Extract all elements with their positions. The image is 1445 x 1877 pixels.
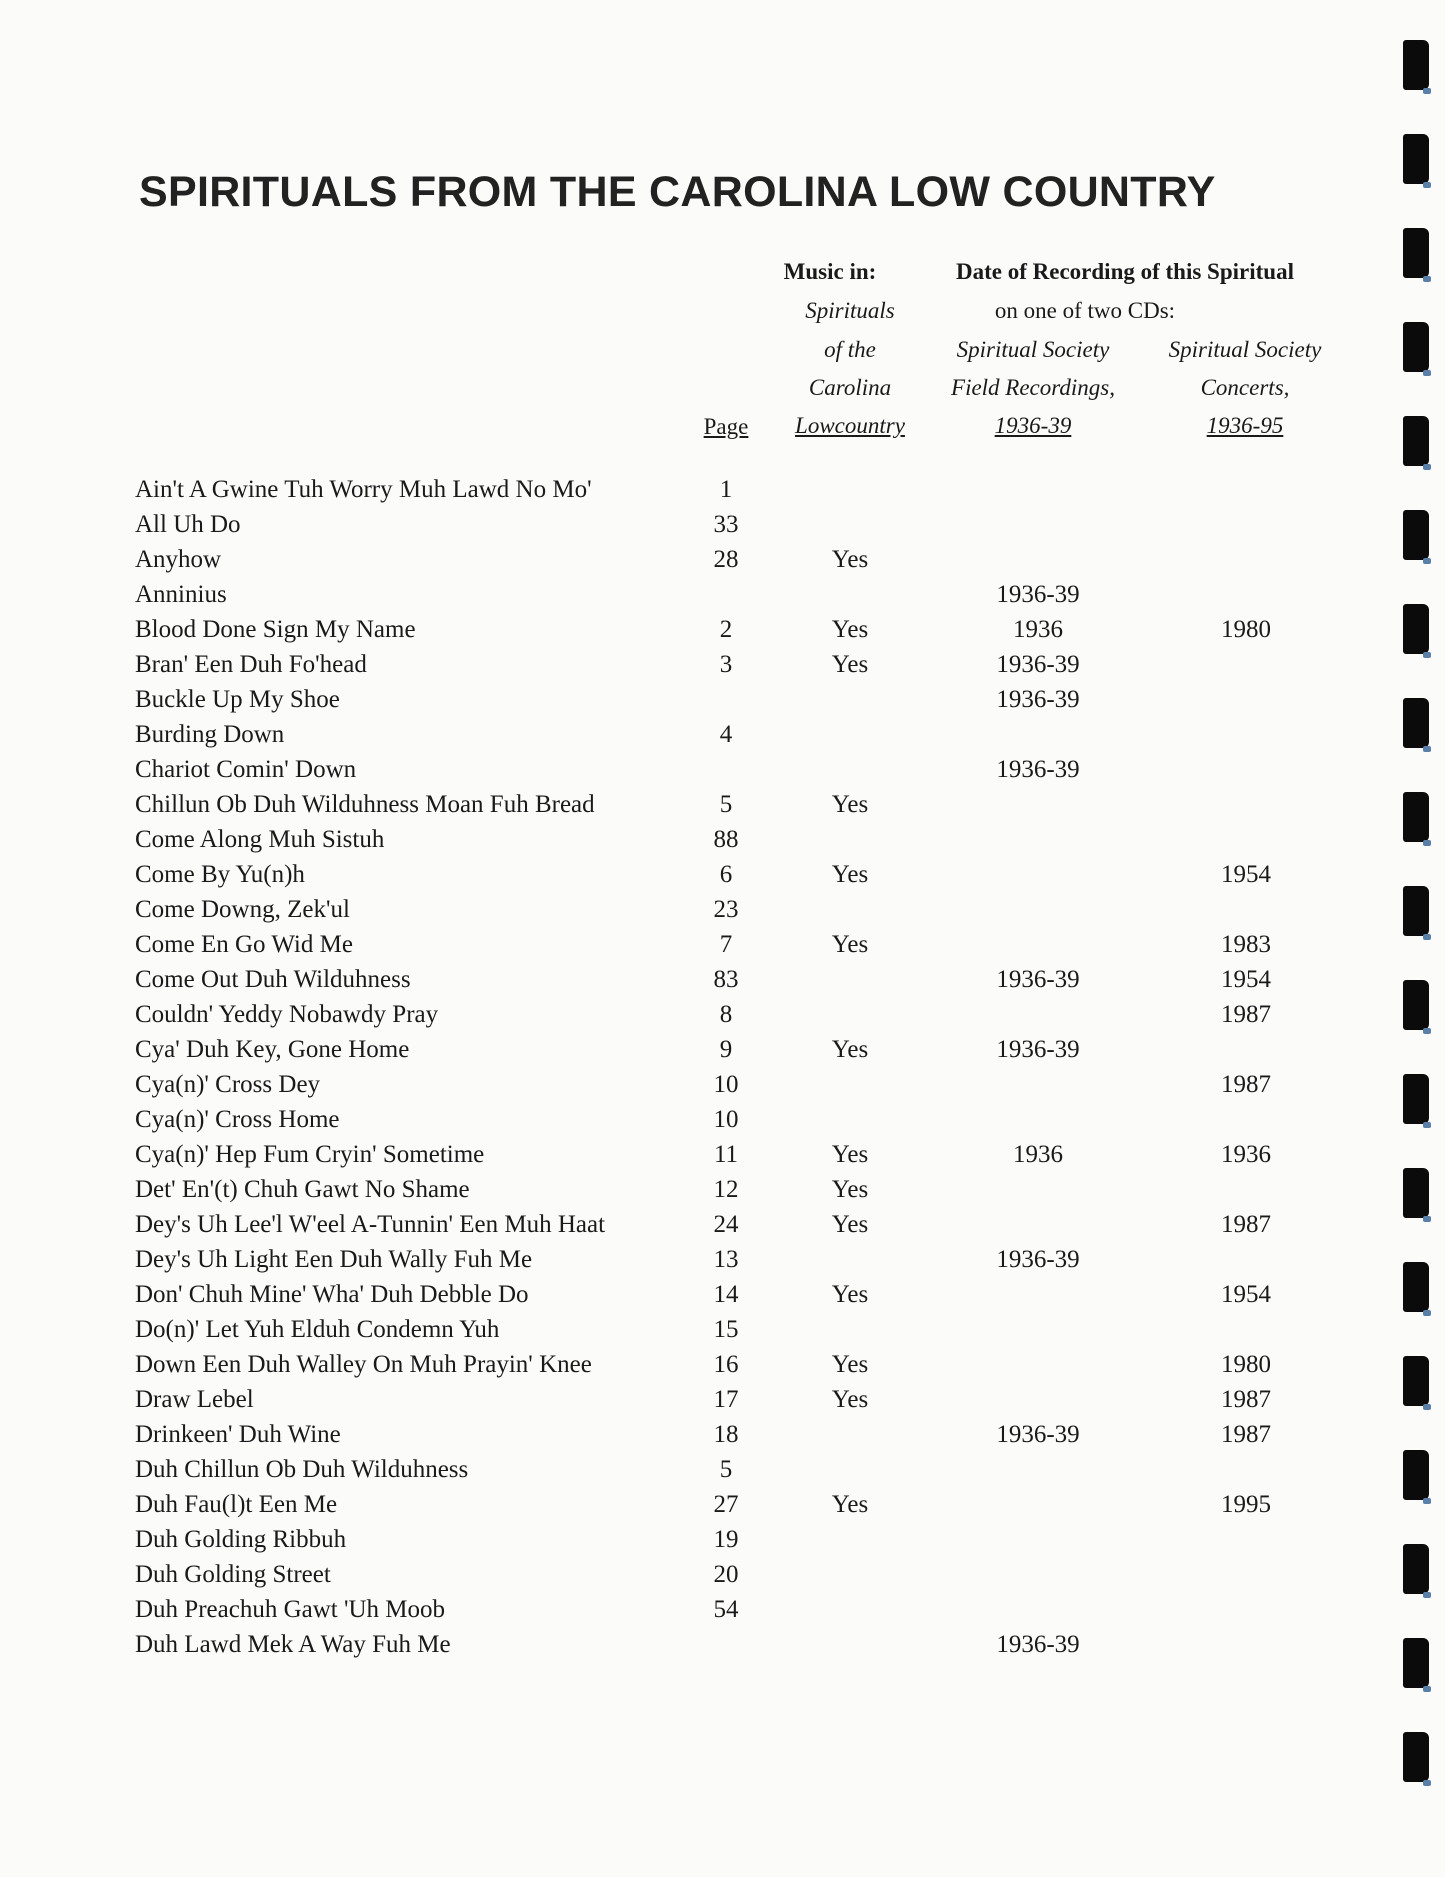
header-book-line3: Carolina bbox=[808, 375, 892, 400]
binding-ring bbox=[1403, 604, 1429, 654]
page-number: 8 bbox=[719, 1001, 733, 1028]
song-title: Do(n)' Let Yuh Elduh Condemn Yuh bbox=[135, 1316, 500, 1343]
table-row bbox=[0, 476, 1445, 511]
field-recording-date: 1936-39 bbox=[996, 651, 1080, 678]
table-row bbox=[0, 1596, 1445, 1631]
binding-ring bbox=[1403, 792, 1429, 842]
song-title: Det' En'(t) Chuh Gawt No Shame bbox=[135, 1176, 470, 1203]
page-number: 4 bbox=[719, 721, 733, 748]
song-title: Duh Preachuh Gawt 'Uh Moob bbox=[135, 1596, 446, 1623]
page-number: 11 bbox=[713, 1141, 739, 1168]
table-row bbox=[0, 581, 1445, 616]
table-row bbox=[0, 511, 1445, 546]
field-recording-date: 1936-39 bbox=[996, 1631, 1080, 1658]
song-title: Burding Down bbox=[135, 721, 285, 748]
binding-ring bbox=[1403, 1544, 1429, 1594]
song-title: Anyhow bbox=[135, 546, 222, 573]
table-row bbox=[0, 1141, 1445, 1176]
concert-recording-date: 1987 bbox=[1221, 1421, 1271, 1448]
page-number: 83 bbox=[713, 966, 739, 993]
music-in-book: Yes bbox=[831, 1141, 869, 1168]
page-number: 17 bbox=[713, 1386, 739, 1413]
page-number: 1 bbox=[719, 476, 733, 503]
music-in-book: Yes bbox=[831, 1211, 869, 1238]
music-in-book: Yes bbox=[831, 791, 869, 818]
table-row bbox=[0, 1036, 1445, 1071]
binding-ring bbox=[1403, 1638, 1429, 1688]
table-row bbox=[0, 1001, 1445, 1036]
field-recording-date: 1936 bbox=[1013, 1141, 1063, 1168]
field-recording-date: 1936-39 bbox=[996, 581, 1080, 608]
binding-ring bbox=[1403, 134, 1429, 184]
table-row bbox=[0, 756, 1445, 791]
table-row bbox=[0, 1421, 1445, 1456]
song-title: Don' Chuh Mine' Wha' Duh Debble Do bbox=[135, 1281, 529, 1308]
page-number: 20 bbox=[713, 1561, 739, 1588]
table-row bbox=[0, 931, 1445, 966]
page-number: 18 bbox=[713, 1421, 739, 1448]
music-in-book: Yes bbox=[831, 1491, 869, 1518]
music-in-book: Yes bbox=[831, 931, 869, 958]
table-row bbox=[0, 966, 1445, 1001]
page-number: 2 bbox=[719, 616, 733, 643]
song-title: Come En Go Wid Me bbox=[135, 931, 353, 958]
concert-recording-date: 1980 bbox=[1221, 616, 1271, 643]
song-title: Anninius bbox=[135, 581, 227, 608]
header-concert-line2: Concerts, bbox=[1200, 375, 1290, 400]
song-title: Buckle Up My Shoe bbox=[135, 686, 340, 713]
table-row bbox=[0, 1561, 1445, 1596]
page-number: 7 bbox=[719, 931, 733, 958]
header-field-line1: Spiritual Society bbox=[956, 337, 1110, 362]
header-field-line2: Field Recordings, bbox=[951, 375, 1115, 400]
song-title: Duh Lawd Mek A Way Fuh Me bbox=[135, 1631, 451, 1658]
song-title: Duh Chillun Ob Duh Wilduhness bbox=[135, 1456, 469, 1483]
binding-ring bbox=[1403, 1168, 1429, 1218]
song-title: Dey's Uh Lee'l W'eel A-Tunnin' Een Muh Haat bbox=[135, 1211, 606, 1238]
song-title: Chariot Comin' Down bbox=[135, 756, 357, 783]
table-row bbox=[0, 1211, 1445, 1246]
table-row bbox=[0, 1316, 1445, 1351]
song-title: Chillun Ob Duh Wilduhness Moan Fuh Bread bbox=[135, 791, 595, 818]
music-in-book: Yes bbox=[831, 1281, 869, 1308]
page-number: 6 bbox=[719, 861, 733, 888]
binding-ring bbox=[1403, 322, 1429, 372]
table-row bbox=[0, 1491, 1445, 1526]
header-concert-line1: Spiritual Society bbox=[1168, 337, 1322, 362]
song-title: Blood Done Sign My Name bbox=[135, 616, 416, 643]
song-title: Cya(n)' Cross Dey bbox=[135, 1071, 321, 1098]
table-row bbox=[0, 1106, 1445, 1141]
song-title: Come Out Duh Wilduhness bbox=[135, 966, 411, 993]
page-number: 23 bbox=[713, 896, 739, 923]
table-row bbox=[0, 896, 1445, 931]
table-row bbox=[0, 1071, 1445, 1106]
binding-ring bbox=[1403, 1262, 1429, 1312]
table-row bbox=[0, 861, 1445, 896]
concert-recording-date: 1987 bbox=[1221, 1386, 1271, 1413]
table-row bbox=[0, 791, 1445, 826]
concert-recording-date: 1987 bbox=[1221, 1001, 1271, 1028]
table-row bbox=[0, 1526, 1445, 1561]
page-title: SPIRITUALS FROM THE CAROLINA LOW COUNTRY bbox=[139, 168, 1216, 216]
song-title: Duh Fau(l)t Een Me bbox=[135, 1491, 338, 1518]
table-row bbox=[0, 1281, 1445, 1316]
concert-recording-date: 1954 bbox=[1221, 861, 1271, 888]
field-recording-date: 1936-39 bbox=[996, 1036, 1080, 1063]
table-row bbox=[0, 616, 1445, 651]
page-number: 10 bbox=[713, 1071, 739, 1098]
concert-recording-date: 1954 bbox=[1221, 966, 1271, 993]
page-number: 27 bbox=[713, 1491, 739, 1518]
page-number: 88 bbox=[713, 826, 739, 853]
header-book-line2: of the bbox=[824, 337, 876, 362]
song-title: Come Downg, Zek'ul bbox=[135, 896, 350, 923]
concert-recording-date: 1987 bbox=[1221, 1071, 1271, 1098]
field-recording-date: 1936-39 bbox=[996, 966, 1080, 993]
table-row bbox=[0, 1176, 1445, 1211]
table-row bbox=[0, 1246, 1445, 1281]
song-title: Come Along Muh Sistuh bbox=[135, 826, 385, 853]
page-number: 54 bbox=[713, 1596, 739, 1623]
concert-recording-date: 1983 bbox=[1221, 931, 1271, 958]
page-number: 19 bbox=[713, 1526, 739, 1553]
binding-ring bbox=[1403, 228, 1429, 278]
song-title: Cya' Duh Key, Gone Home bbox=[135, 1036, 410, 1063]
spiral-binding bbox=[1403, 40, 1445, 1860]
page-number: 3 bbox=[719, 651, 733, 678]
page-number: 15 bbox=[713, 1316, 739, 1343]
table-row bbox=[0, 721, 1445, 756]
header-field-line3: 1936-39 bbox=[994, 413, 1072, 438]
concert-recording-date: 1980 bbox=[1221, 1351, 1271, 1378]
page-number: 24 bbox=[713, 1211, 739, 1238]
header-date-of-recording: Date of Recording of this Spiritual bbox=[956, 259, 1294, 284]
page-number: 13 bbox=[713, 1246, 739, 1273]
song-title: Come By Yu(n)h bbox=[135, 861, 305, 888]
page-number: 14 bbox=[713, 1281, 739, 1308]
binding-ring bbox=[1403, 980, 1429, 1030]
page-number: 28 bbox=[713, 546, 739, 573]
header-page: Page bbox=[703, 414, 749, 439]
header-on-cds: on one of two CDs: bbox=[994, 298, 1176, 323]
table-row bbox=[0, 826, 1445, 861]
table-row bbox=[0, 1351, 1445, 1386]
song-title: Down Een Duh Walley On Muh Prayin' Knee bbox=[135, 1351, 592, 1378]
binding-ring bbox=[1403, 1356, 1429, 1406]
binding-ring bbox=[1403, 698, 1429, 748]
song-title: All Uh Do bbox=[135, 511, 241, 538]
music-in-book: Yes bbox=[831, 861, 869, 888]
song-title: Bran' Een Duh Fo'head bbox=[135, 651, 367, 678]
field-recording-date: 1936-39 bbox=[996, 756, 1080, 783]
music-in-book: Yes bbox=[831, 651, 869, 678]
table-row bbox=[0, 1386, 1445, 1421]
binding-ring bbox=[1403, 1732, 1429, 1782]
field-recording-date: 1936-39 bbox=[996, 1246, 1080, 1273]
song-title: Ain't A Gwine Tuh Worry Muh Lawd No Mo' bbox=[135, 476, 592, 503]
music-in-book: Yes bbox=[831, 546, 869, 573]
song-title: Duh Golding Street bbox=[135, 1561, 331, 1588]
song-title: Cya(n)' Hep Fum Cryin' Sometime bbox=[135, 1141, 485, 1168]
table-row bbox=[0, 546, 1445, 581]
song-title: Duh Golding Ribbuh bbox=[135, 1526, 347, 1553]
page-number: 16 bbox=[713, 1351, 739, 1378]
song-title: Dey's Uh Light Een Duh Wally Fuh Me bbox=[135, 1246, 533, 1273]
page-number: 5 bbox=[719, 1456, 733, 1483]
music-in-book: Yes bbox=[831, 616, 869, 643]
music-in-book: Yes bbox=[831, 1036, 869, 1063]
concert-recording-date: 1995 bbox=[1221, 1491, 1271, 1518]
concert-recording-date: 1936 bbox=[1221, 1141, 1271, 1168]
song-title: Draw Lebel bbox=[135, 1386, 254, 1413]
concert-recording-date: 1954 bbox=[1221, 1281, 1271, 1308]
song-title: Couldn' Yeddy Nobawdy Pray bbox=[135, 1001, 439, 1028]
field-recording-date: 1936 bbox=[1013, 616, 1063, 643]
header-music-in: Music in: bbox=[783, 259, 877, 284]
page-number: 12 bbox=[713, 1176, 739, 1203]
song-title: Drinkeen' Duh Wine bbox=[135, 1421, 341, 1448]
page-number: 5 bbox=[719, 791, 733, 818]
binding-ring bbox=[1403, 40, 1429, 90]
concert-recording-date: 1987 bbox=[1221, 1211, 1271, 1238]
header-book-line4: Lowcountry bbox=[795, 413, 905, 438]
field-recording-date: 1936-39 bbox=[996, 686, 1080, 713]
table-row bbox=[0, 1631, 1445, 1666]
binding-ring bbox=[1403, 1450, 1429, 1500]
page-number: 33 bbox=[713, 511, 739, 538]
song-title: Cya(n)' Cross Home bbox=[135, 1106, 340, 1133]
page-number: 10 bbox=[713, 1106, 739, 1133]
field-recording-date: 1936-39 bbox=[996, 1421, 1080, 1448]
music-in-book: Yes bbox=[831, 1351, 869, 1378]
page-number: 9 bbox=[719, 1036, 733, 1063]
binding-ring bbox=[1403, 886, 1429, 936]
table-row bbox=[0, 1456, 1445, 1491]
music-in-book: Yes bbox=[831, 1386, 869, 1413]
header-concert-line3: 1936-95 bbox=[1206, 413, 1284, 438]
music-in-book: Yes bbox=[831, 1176, 869, 1203]
table-row bbox=[0, 686, 1445, 721]
binding-ring bbox=[1403, 510, 1429, 560]
binding-ring bbox=[1403, 416, 1429, 466]
binding-ring bbox=[1403, 1074, 1429, 1124]
header-book-line1: Spirituals bbox=[805, 298, 895, 323]
table-row bbox=[0, 651, 1445, 686]
